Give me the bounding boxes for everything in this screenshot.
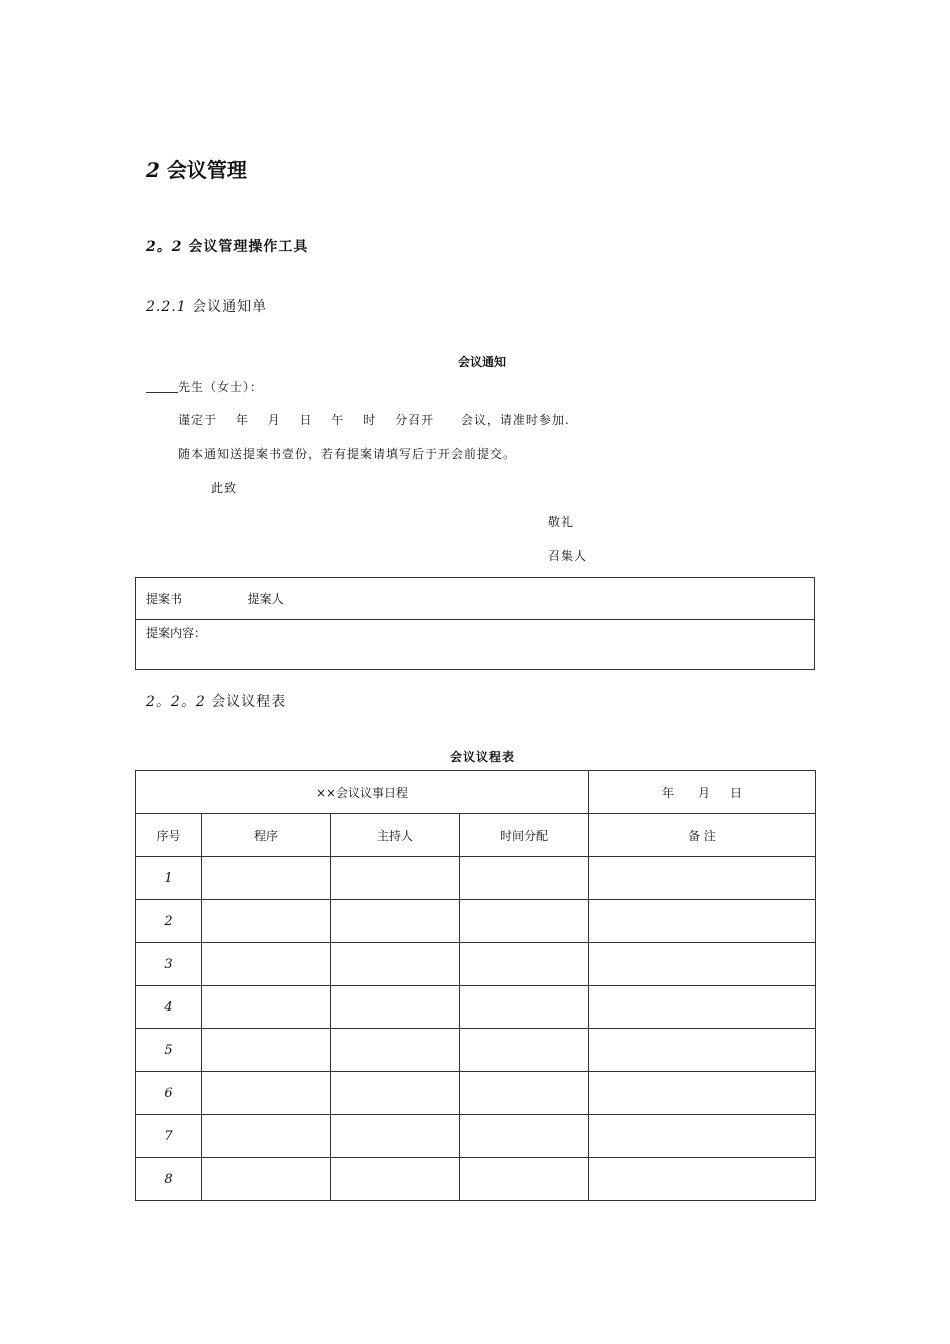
- proposal-content-cell[interactable]: [136, 620, 815, 670]
- time-cell[interactable]: [460, 986, 589, 1029]
- host-cell[interactable]: [331, 943, 460, 986]
- section-heading-2-2: 2。2 会议管理操作工具: [146, 239, 309, 255]
- host-cell[interactable]: [331, 1115, 460, 1158]
- row-number: 2: [136, 900, 202, 943]
- host-cell[interactable]: [331, 857, 460, 900]
- procedure-cell[interactable]: [202, 857, 331, 900]
- agenda-table: [135, 770, 816, 1201]
- host-cell[interactable]: [331, 986, 460, 1029]
- procedure-cell[interactable]: [202, 1115, 331, 1158]
- remarks-cell[interactable]: [589, 1158, 816, 1201]
- remarks-cell[interactable]: [589, 857, 816, 900]
- col-header-host: 主持人: [331, 814, 460, 857]
- host-cell[interactable]: [331, 1072, 460, 1115]
- agenda-title: 会议议程表: [450, 750, 516, 764]
- remarks-cell[interactable]: [589, 986, 816, 1029]
- row-number: 3: [136, 943, 202, 986]
- table-row: [136, 900, 816, 943]
- host-cell[interactable]: [331, 1158, 460, 1201]
- col-header-time: 时间分配: [460, 814, 589, 857]
- row-number: 7: [136, 1115, 202, 1158]
- notice-line-2: 随本通知送提案书壹份，若有提案请填写后于开会前提交。: [178, 447, 517, 461]
- proposal-person-label: 提案人: [247, 592, 284, 606]
- table-row: [136, 943, 816, 986]
- procedure-cell[interactable]: [202, 943, 331, 986]
- section-heading-2-2-2: 2。2。2 会议议程表: [146, 694, 287, 710]
- notice-line-1: 谨定于 年 月 日 午 时 分召开 会议，请准时参加.: [178, 413, 570, 427]
- col-header-remarks: 备 注: [589, 814, 816, 857]
- agenda-main-header: ××会议议事日程: [136, 771, 589, 814]
- time-cell[interactable]: [460, 900, 589, 943]
- table-row: [136, 1072, 816, 1115]
- procedure-cell[interactable]: [202, 900, 331, 943]
- row-number: 6: [136, 1072, 202, 1115]
- notice-closing-2: 敬礼: [548, 515, 575, 529]
- name-blank: [146, 380, 178, 393]
- section-heading-2: 2 会议管理: [146, 158, 247, 182]
- remarks-cell[interactable]: [589, 1072, 816, 1115]
- proposal-table: [135, 577, 815, 670]
- host-cell[interactable]: [331, 900, 460, 943]
- table-row: [136, 1158, 816, 1201]
- col-header-seq: 序号: [136, 814, 202, 857]
- time-cell[interactable]: [460, 1072, 589, 1115]
- notice-title: 会议通知: [458, 355, 507, 369]
- remarks-cell[interactable]: [589, 1115, 816, 1158]
- section-heading-2-2-1: 2.2.1 会议通知单: [146, 299, 268, 315]
- table-row: [136, 857, 816, 900]
- time-cell[interactable]: [460, 1029, 589, 1072]
- remarks-cell[interactable]: [589, 900, 816, 943]
- notice-convener: 召集人: [548, 549, 588, 563]
- time-cell[interactable]: [460, 1158, 589, 1201]
- table-row: [136, 1115, 816, 1158]
- proposal-header-cell: [136, 578, 815, 620]
- notice-closing-1: 此致: [211, 481, 238, 495]
- agenda-column-header-row: [136, 814, 816, 857]
- time-cell[interactable]: [460, 1115, 589, 1158]
- procedure-cell[interactable]: [202, 1158, 331, 1201]
- proposal-content-label: 提案内容：: [146, 626, 207, 640]
- time-cell[interactable]: [460, 857, 589, 900]
- col-header-procedure: 程序: [202, 814, 331, 857]
- row-number: 4: [136, 986, 202, 1029]
- row-number: 8: [136, 1158, 202, 1201]
- time-cell[interactable]: [460, 943, 589, 986]
- table-row: [136, 1029, 816, 1072]
- remarks-cell[interactable]: [589, 1029, 816, 1072]
- notice-salutation: 先生（女士）：: [146, 378, 263, 395]
- proposal-book-label: 提案书: [146, 592, 183, 606]
- remarks-cell[interactable]: [589, 943, 816, 986]
- procedure-cell[interactable]: [202, 1072, 331, 1115]
- row-number: 5: [136, 1029, 202, 1072]
- agenda-date-cell[interactable]: 年 月 日: [589, 771, 816, 814]
- host-cell[interactable]: [331, 1029, 460, 1072]
- row-number: 1: [136, 857, 202, 900]
- procedure-cell[interactable]: [202, 1029, 331, 1072]
- procedure-cell[interactable]: [202, 986, 331, 1029]
- table-row: [136, 986, 816, 1029]
- agenda-header-row: [136, 771, 816, 814]
